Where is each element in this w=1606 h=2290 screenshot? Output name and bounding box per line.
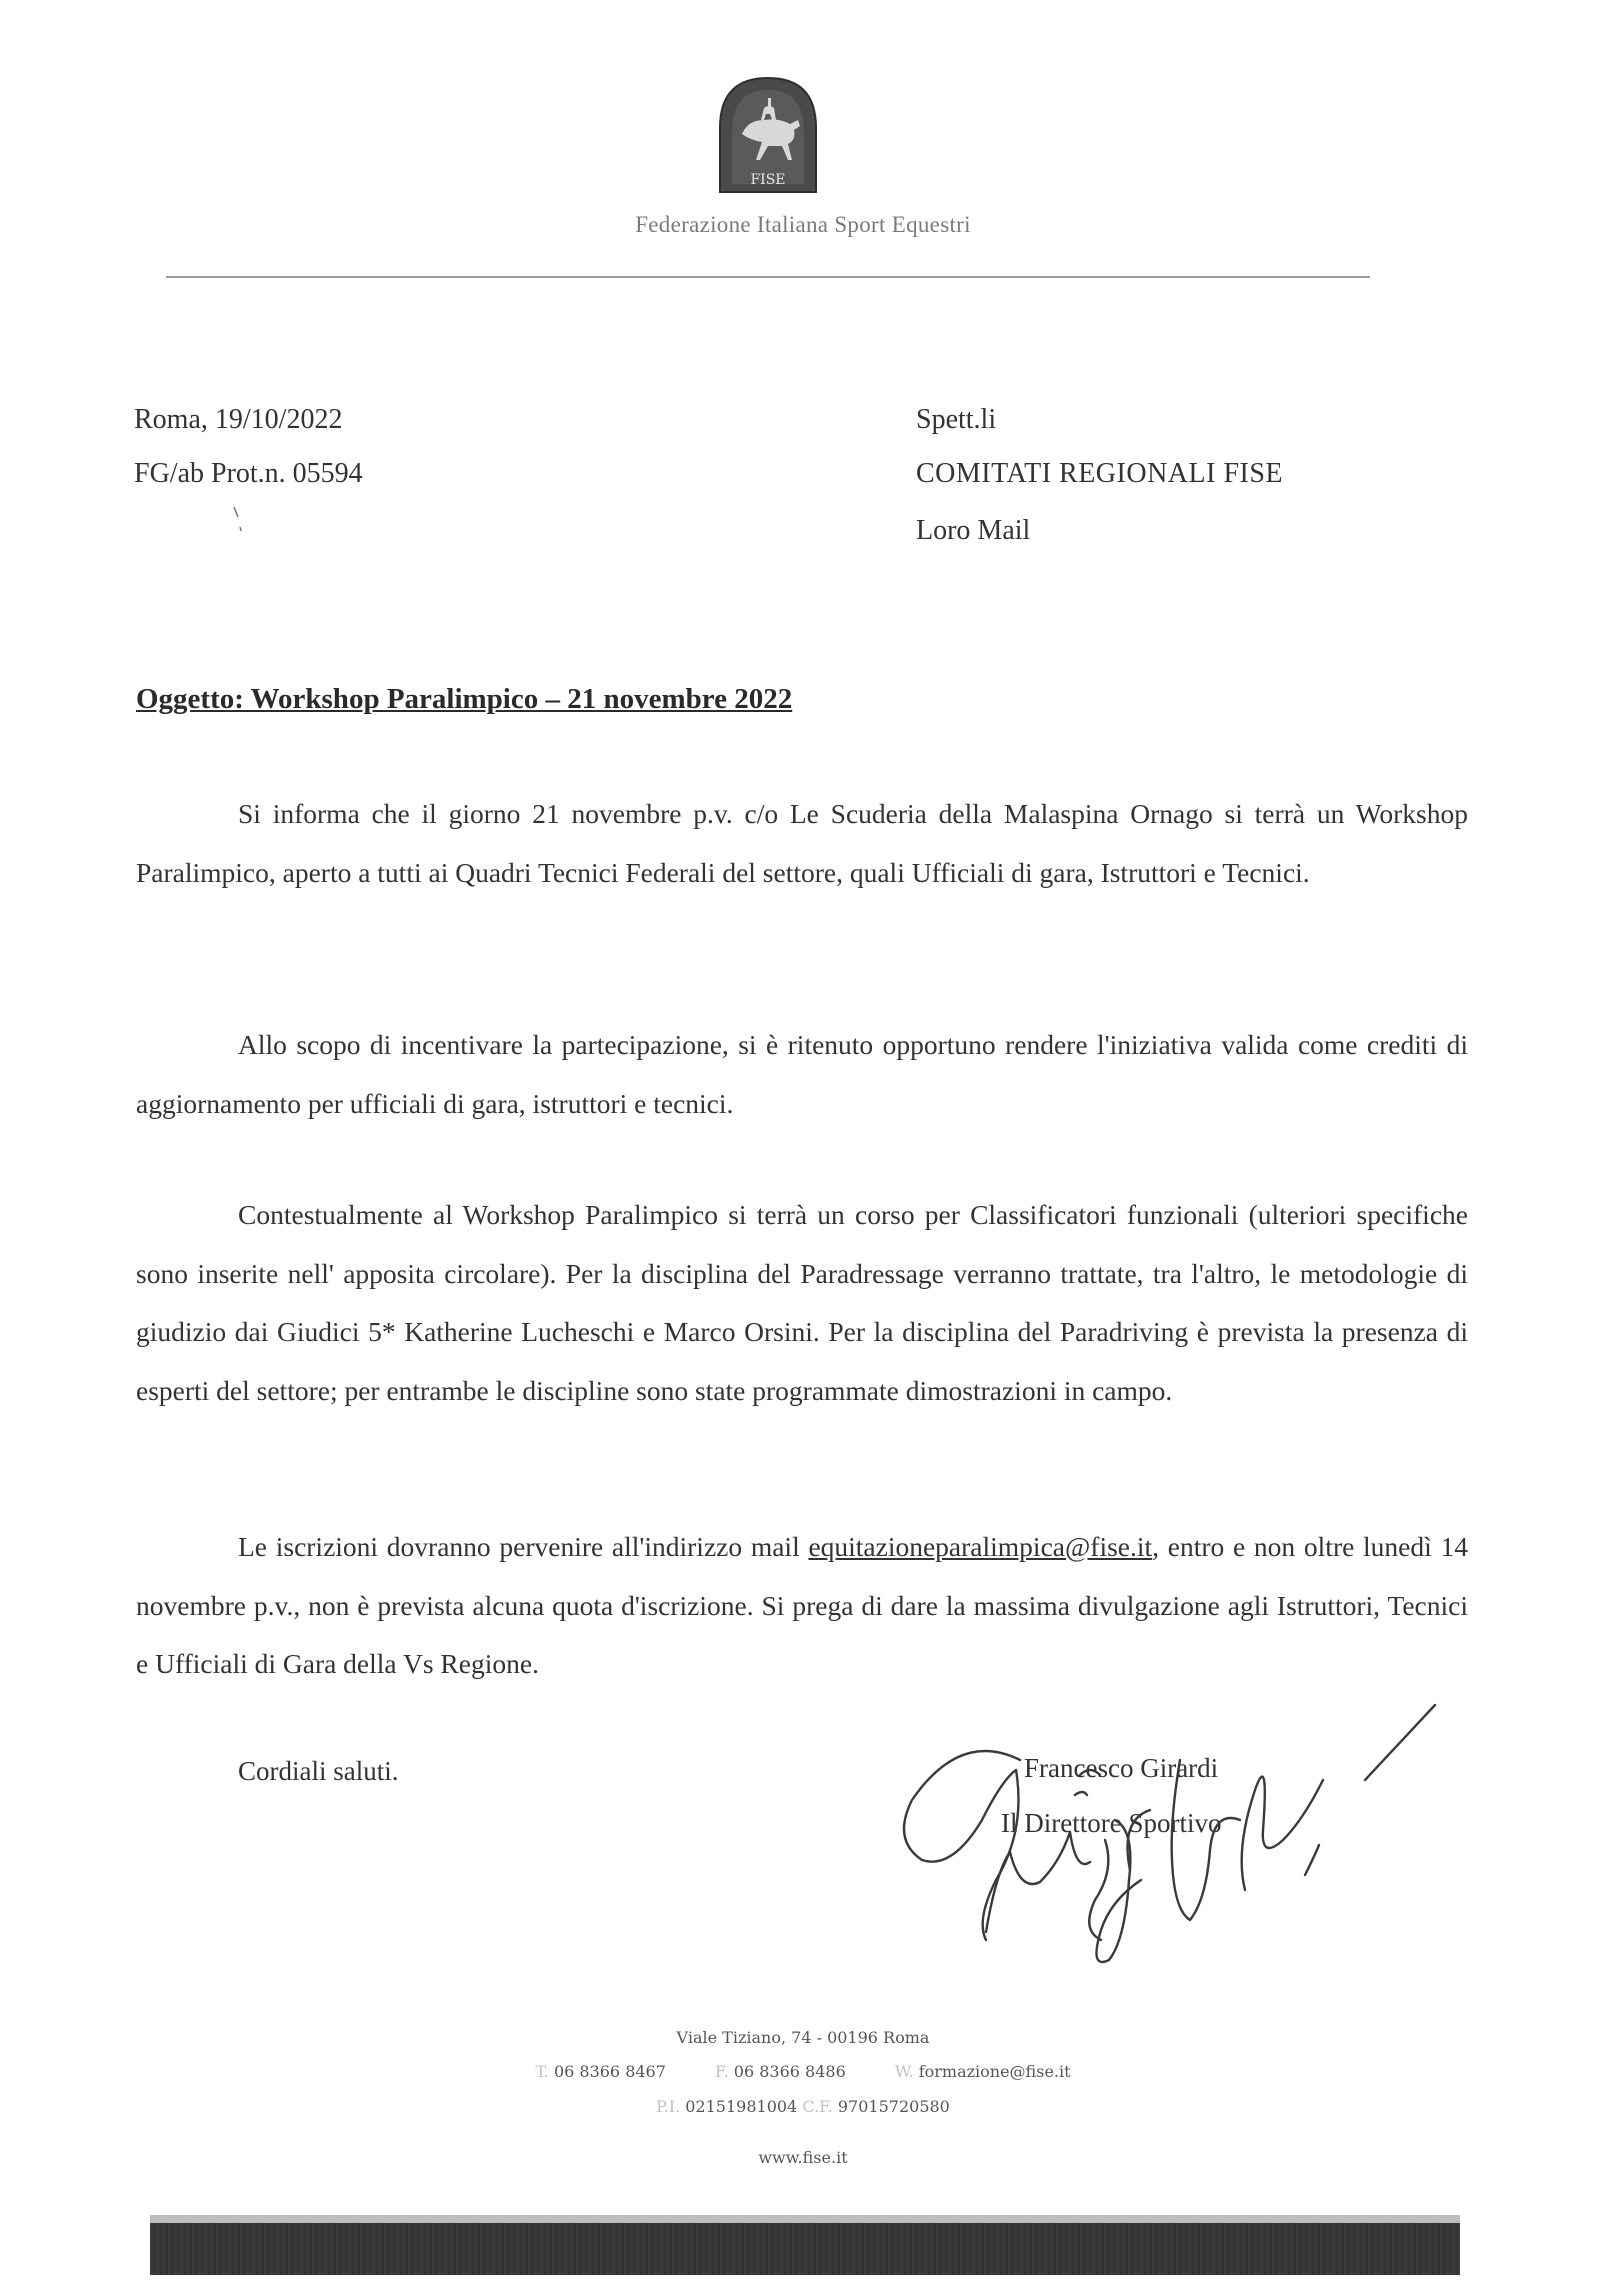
footer-band-top (150, 2215, 1460, 2223)
organization-name: Federazione Italiana Sport Equestri (635, 212, 971, 237)
closing-salutation: Cordiali saluti. (238, 1756, 399, 1786)
footer-tax-ids (0, 2097, 1606, 2116)
body-paragraph-3: Contestualmente al Workshop Paralimpico si terrà un corso per Classificatori funzionali (ulteriori specifiche sono inserite nell' apposita circolare). Per la disciplina del Paradressage verranno trattate, tra l'altro, le metodologie di giudizio dai Giudici 5* Katherine Lucheschi e Marco Orsini. Per la disciplina del Paradriving è prevista la presenza di esperti del settore; per entrambe le discipline sono state programmate dimostrazioni in campo. (136, 1199, 1468, 1406)
footer-email[interactable]: formazione@fise.it (918, 2062, 1071, 2081)
protocol-number: FG/ab Prot.n. 05594 (134, 458, 363, 489)
footer-cf: 97015720580 (837, 2097, 950, 2116)
body-paragraph-1: Si informa che il giorno 21 novembre p.v. c/o Le Scuderia della Malaspina Ornago si terrà un Workshop Paralimpico, aperto a tutti ai Quadri Tecnici Federali del settore, quali Ufficiali di gara, Istruttori e Tecnici. (136, 798, 1468, 888)
footer-website[interactable]: www.fise.it (758, 2148, 848, 2167)
header-divider (166, 276, 1370, 278)
logo-text: FISE (750, 172, 786, 188)
footer-cf-label: C.F. (802, 2097, 833, 2116)
signer-name: Francesco Girardi (1024, 1753, 1219, 1783)
footer-band (150, 2223, 1460, 2275)
footer-phone: 06 8366 8467 (553, 2062, 666, 2081)
footer-phone-label: T. (535, 2062, 549, 2081)
handwritten-signature (890, 1700, 1450, 1970)
footer-piva: 02151981004 (685, 2097, 798, 2116)
signer-role: Il Direttore Sportivo (1001, 1808, 1222, 1838)
footer-address: Viale Tiziano, 74 - 00196 Roma (676, 2028, 930, 2047)
pen-mark (232, 505, 246, 535)
footer-piva-label: P.I. (656, 2097, 681, 2116)
footer-fax: 06 8366 8486 (733, 2062, 846, 2081)
subject-line: Oggetto: Workshop Paralimpico – 21 novembre 2022 (136, 683, 793, 715)
recipient-salutation: Spett.li (916, 404, 997, 435)
recipient-name: COMITATI REGIONALI FISE (916, 458, 1284, 489)
footer-contacts (0, 2062, 1606, 2081)
footer-fax-label: F. (715, 2062, 729, 2081)
recipient-delivery: Loro Mail (916, 515, 1031, 546)
footer-email-label: W. (894, 2062, 914, 2081)
paragraph-4-text-end: , entro e non oltre lunedì 14 novembre p.v., non è prevista alcuna quota d'iscrizione. Si prega di dare la massima divulgazione agli Istruttori, Tecnici e Ufficiali di Gara della Vs Regione. (136, 1531, 1468, 1679)
body-paragraph-4 (136, 1518, 1468, 1694)
body-paragraph-2: Allo scopo di incentivare la partecipazione, si è ritenuto opportuno rendere l'iniziativa valida come crediti di aggiornamento per ufficiali di gara, istruttori e tecnici. (136, 1029, 1468, 1119)
place-date: Roma, 19/10/2022 (134, 404, 343, 435)
registration-email-link[interactable]: equitazioneparalimpica@fise.it (808, 1531, 1153, 1562)
fise-logo (712, 72, 824, 198)
paragraph-4-text-start: Le iscrizioni dovranno pervenire all'indirizzo mail (238, 1531, 809, 1562)
